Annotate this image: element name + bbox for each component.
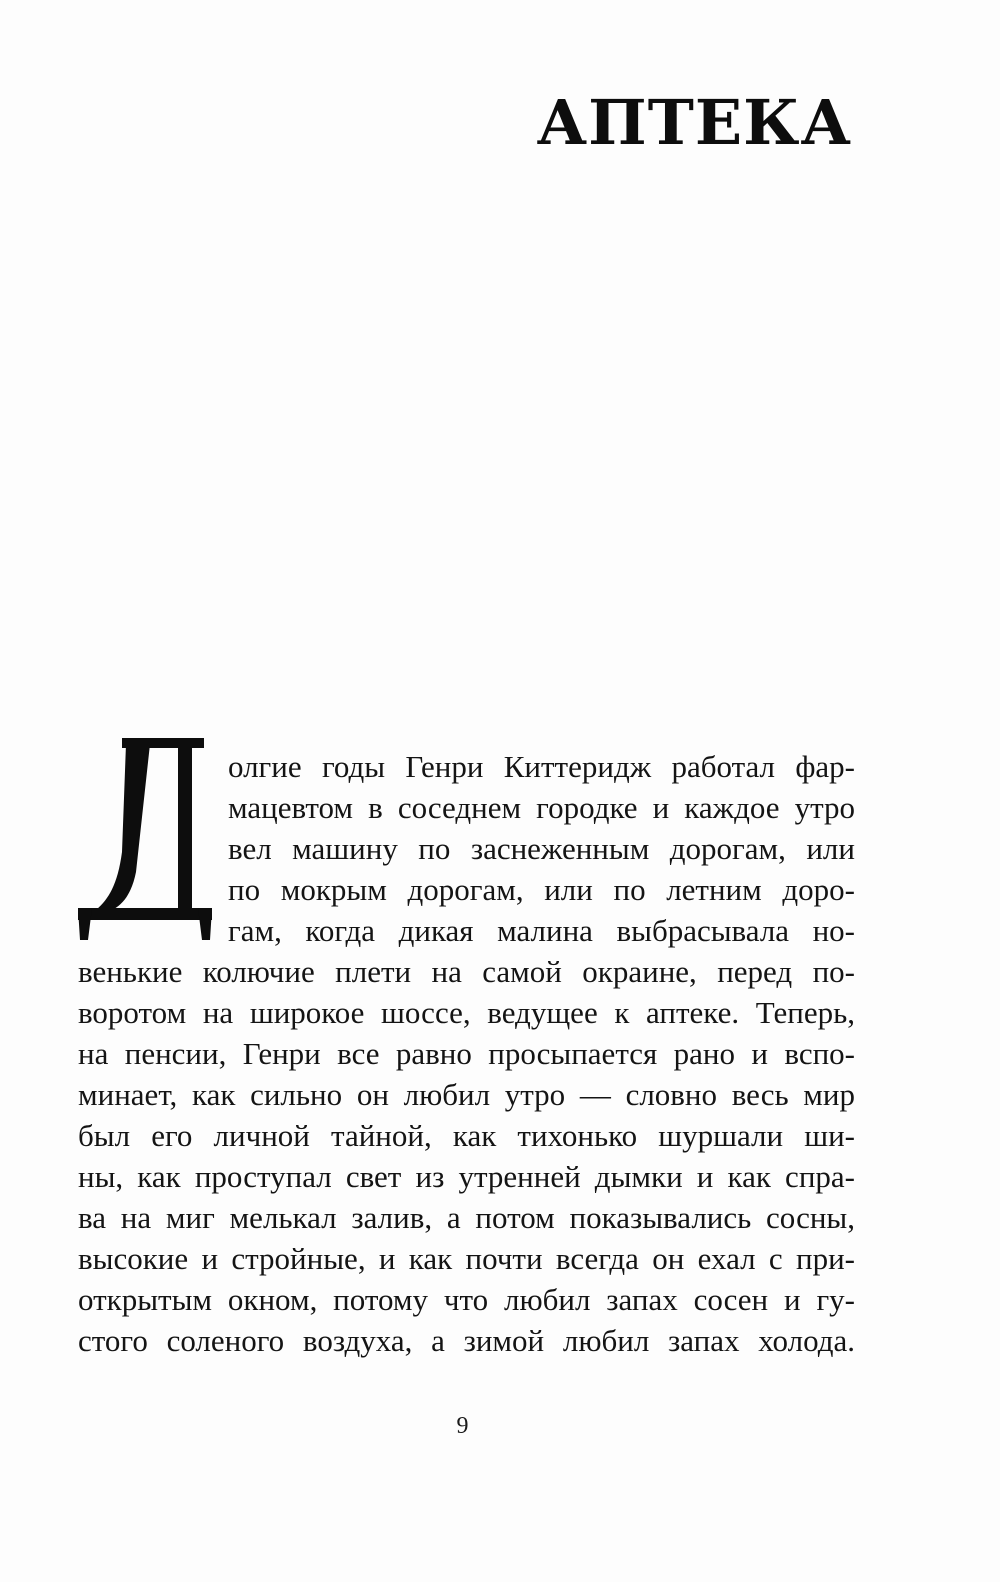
drop-cap-letter (74, 722, 214, 944)
body-line: открытым окном, потому что любил запах сосен и гу- (78, 1282, 855, 1317)
body-line: олгие годы Генри Киттеридж работал фар- (228, 749, 855, 784)
body-line: вел машину по заснеженным дорогам, или (228, 831, 855, 866)
body-line: ны, как проступал свет из утренней дымки и как спра- (78, 1159, 855, 1194)
chapter-title: АПТЕКА (536, 86, 852, 159)
body-line: ва на миг мелькал залив, а потом показывались сосны, (78, 1200, 855, 1235)
body-line: на пенсии, Генри все равно просыпается рано и вспо- (78, 1036, 855, 1071)
body-line: стого соленого воздуха, а зимой любил запах холода. (78, 1323, 855, 1358)
body-line: минает, как сильно он любил утро — словно весь мир (78, 1077, 855, 1112)
body-line: мацевтом в соседнем городке и каждое утро (228, 790, 855, 825)
body-line: гам, когда дикая малина выбрасывала но- (228, 913, 855, 948)
body-line: по мокрым дорогам, или по летним доро- (228, 872, 855, 907)
body-line: венькие колючие плети на самой окраине, перед по- (78, 954, 855, 989)
page-number: 9 (456, 1413, 469, 1439)
body-line: был его личной тайной, как тихонько шуршали ши- (78, 1118, 855, 1153)
body-line: воротом на широкое шоссе, ведущее к аптеке. Теперь, (78, 995, 855, 1030)
body-line: высокие и стройные, и как почти всегда он ехал с при- (78, 1241, 855, 1276)
drop-cap-glyph (74, 722, 214, 944)
